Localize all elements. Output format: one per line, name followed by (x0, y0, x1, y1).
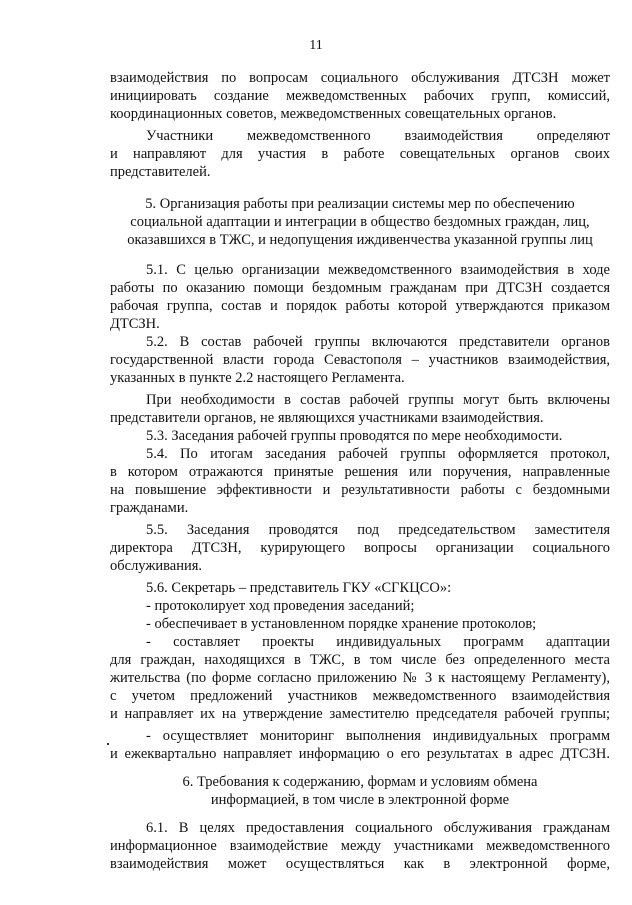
text-line: 5. Организация работы при реализации системы мер по обеспечению (145, 196, 575, 212)
text-line: гражданами. (110, 500, 189, 516)
text-line: обслуживания. (110, 558, 203, 574)
text-line: оказавшихся в ТЖС, и недопущения иждивенчества указанной группы лиц (127, 232, 593, 248)
page-number: 11 (309, 38, 323, 53)
text-line: в котором отражаются принятые решения или поручения, направленные (110, 464, 610, 480)
text-line: координационных советов, межведомственных совещательных органов. (110, 106, 557, 122)
text-line: взаимодействия по вопросам социального обслуживания ДТСЗН может (110, 70, 610, 86)
text-line: информационное взаимодействие между участниками межведомственного (110, 838, 610, 854)
text-line: - обеспечивает в установленном порядке хранение протоколов; (146, 616, 537, 632)
text-line: 5.4. По итогам заседания рабочей группы оформляется протокол, (146, 446, 610, 462)
text-line: информацией, в том числе в электронной форме (210, 792, 510, 808)
text-line: представители органов, не являющихся участниками взаимодействия. (110, 410, 544, 426)
text-line: 6. Требования к содержанию, формам и условиям обмена (182, 774, 538, 790)
text-line: ДТСЗН. (110, 316, 160, 332)
text-line: представителей. (110, 164, 211, 180)
text-line: 5.1. С целью организации межведомственного взаимодействия в ходе (146, 262, 610, 278)
text-line: и направляют для участия в работе совещательных органов своих (110, 146, 610, 162)
scan-speck (107, 743, 109, 745)
text-line: При необходимости в состав рабочей группы могут быть включены (146, 392, 610, 408)
text-line: 5.5. Заседания проводятся под председательством заместителя (146, 522, 610, 538)
text-line: работы по оказанию помощи бездомным гражданам при ДТСЗН создается (110, 280, 610, 296)
text-line: 5.2. В состав рабочей группы включаются представители органов (146, 334, 610, 350)
text-line: 6.1. В целях предоставления социального обслуживания гражданам (146, 820, 610, 836)
text-line: взаимодействия может осуществляться как в электронной форме, (110, 856, 610, 872)
text-line: - составляет проекты индивидуальных программ адаптации (146, 634, 610, 650)
text-line: - осуществляет мониторинг выполнения индивидуальных программ (146, 728, 610, 744)
text-line: рабочая группа, состав и порядок работы которой утверждаются приказом (110, 298, 610, 314)
text-line: жительства (по форме согласно приложению № 3 к настоящему Регламенту), (110, 670, 610, 686)
text-line: социальной адаптации и интеграции в общество бездомных граждан, лиц, (130, 214, 590, 230)
text-line: и направляет их на утверждение заместителю председателя рабочей группы; (110, 706, 610, 722)
text-line: с учетом предложений участников межведомственного взаимодействия (110, 688, 610, 704)
text-line: инициировать создание межведомственных рабочих групп, комиссий, (110, 88, 610, 104)
text-line: 5.6. Секретарь – представитель ГКУ «СГКЦСО»: (146, 580, 452, 596)
text-line: и ежеквартально направляет информацию о его результатах в адрес ДТСЗН. (110, 746, 610, 762)
text-line: указанных в пункте 2.2 настоящего Регламента. (110, 370, 405, 386)
text-line: директора ДТСЗН, курирующего вопросы организации социального (110, 540, 610, 556)
text-line: государственной власти города Севастополя – участников взаимодействия, (110, 352, 610, 368)
text-line: - протоколирует ход проведения заседаний; (146, 598, 415, 614)
text-line: на повышение эффективности и результативности работы с бездомными (110, 482, 610, 498)
text-line: 5.3. Заседания рабочей группы проводятся по мере необходимости. (146, 428, 563, 444)
text-line: для граждан, находящихся в ТЖС, в том числе без определенного места (110, 652, 610, 668)
text-line: Участники межведомственного взаимодействия определяют (146, 128, 610, 144)
